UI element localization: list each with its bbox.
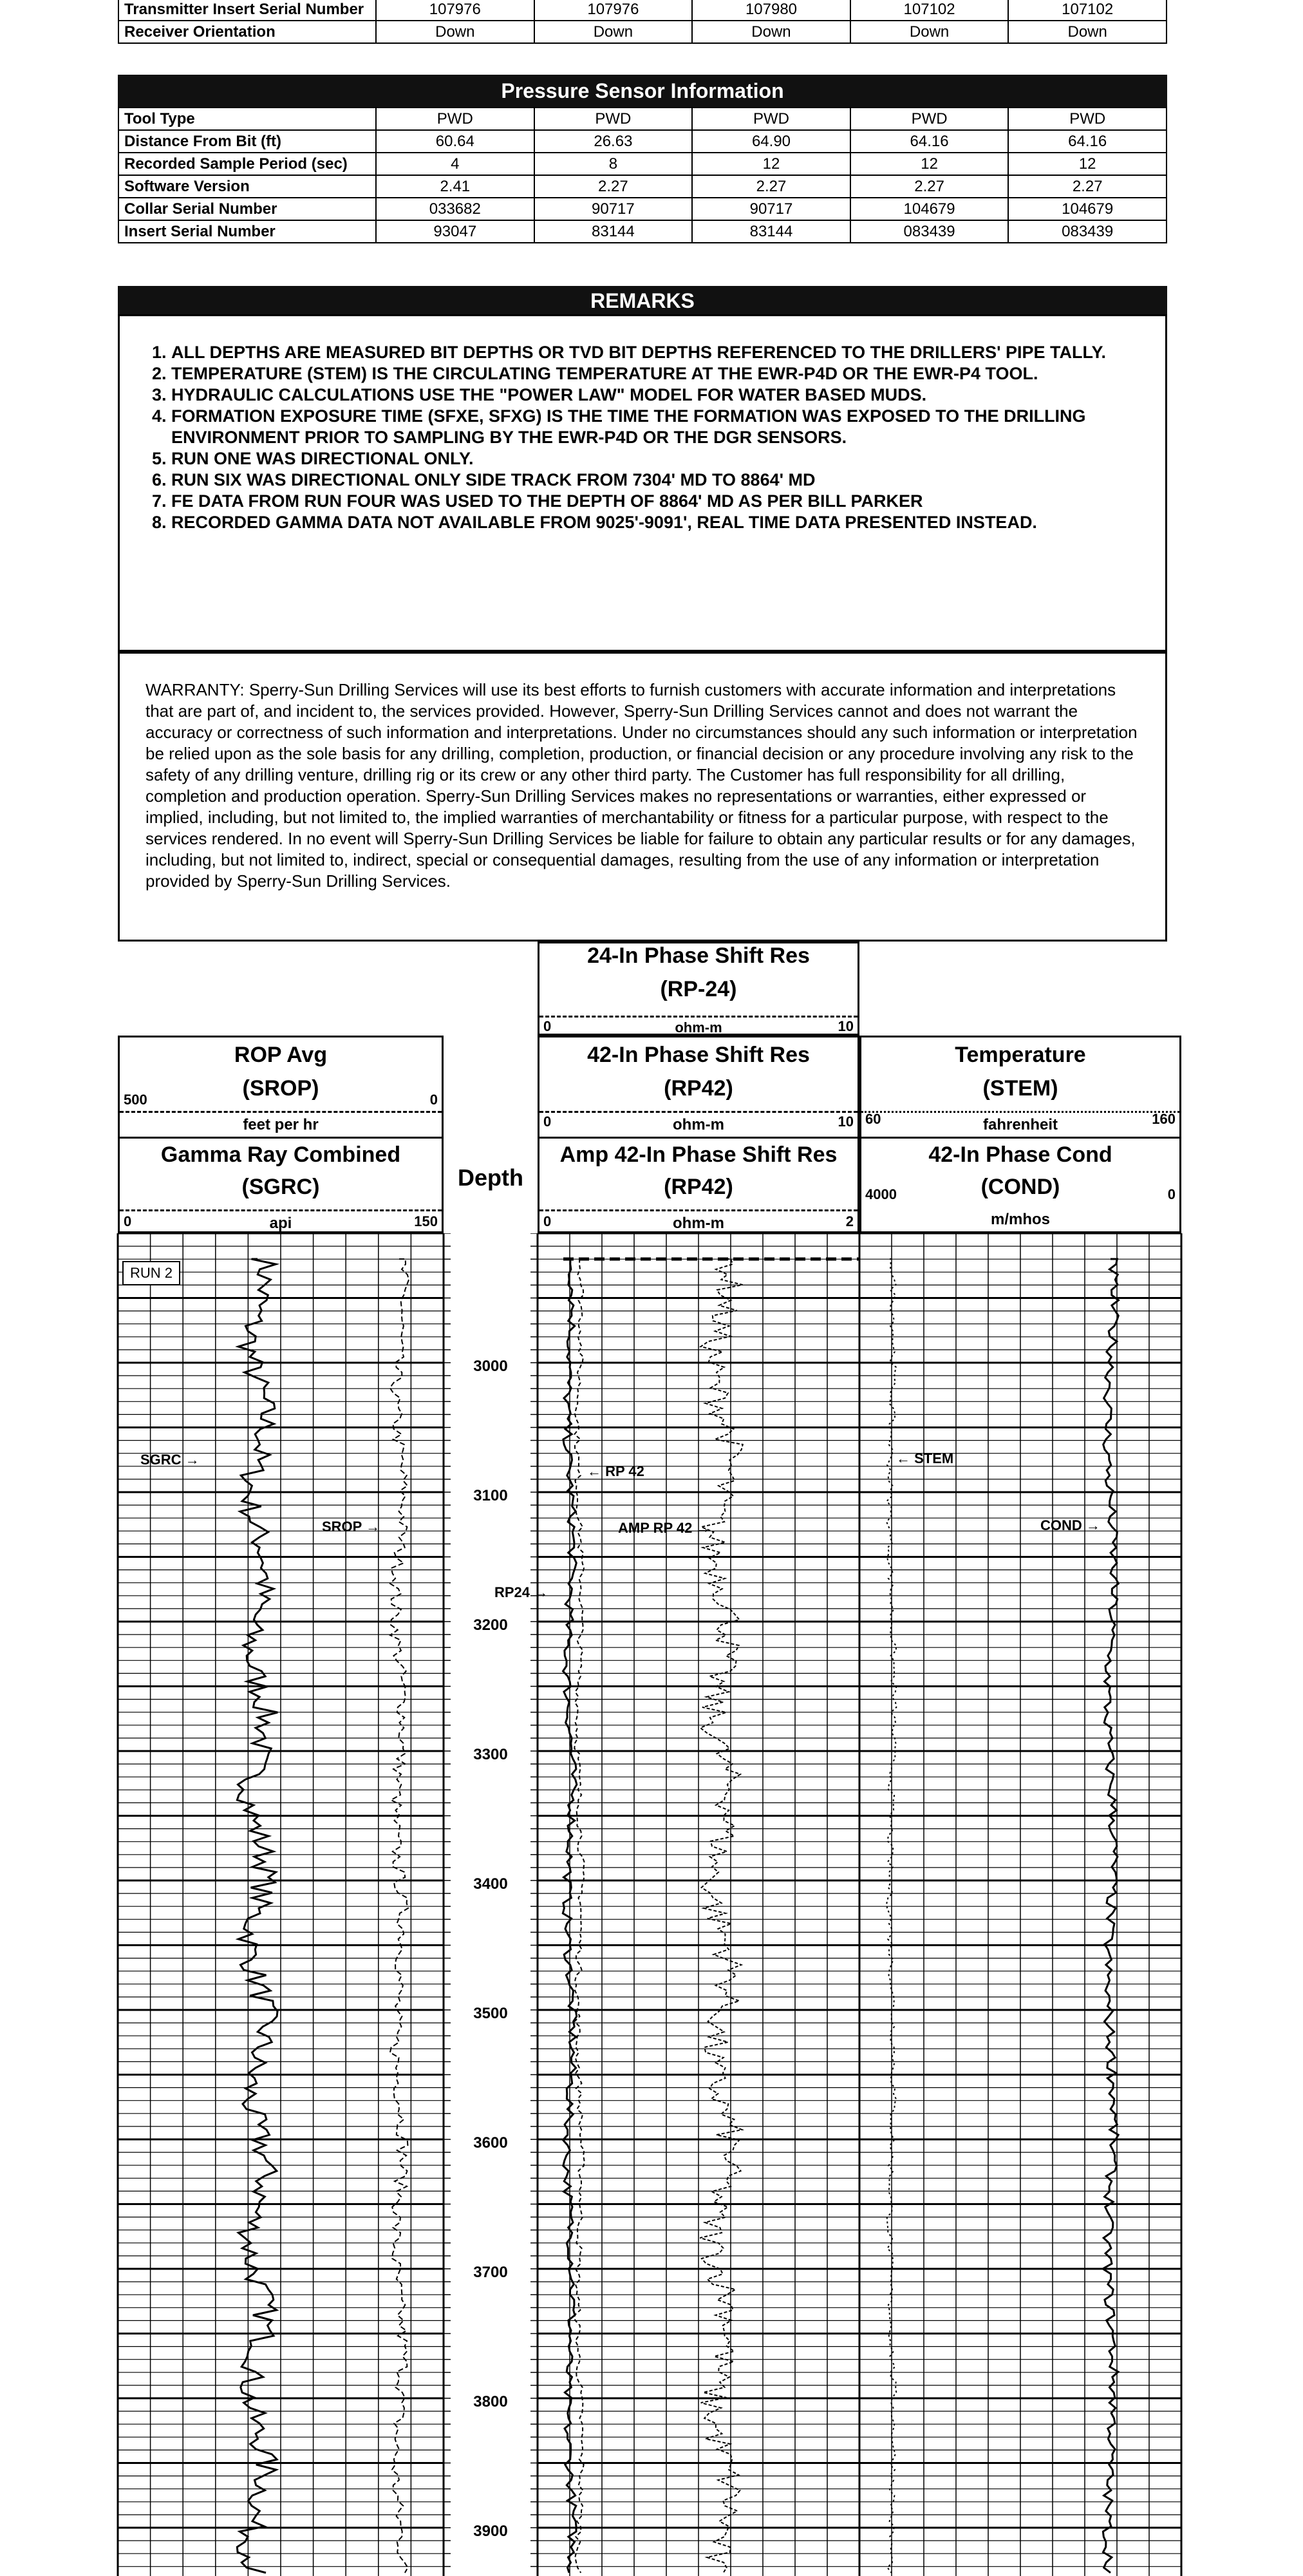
scale-max: 160: [1152, 1111, 1176, 1127]
header-cond: [859, 1137, 1181, 1233]
header-stem-title: Temperature: [955, 1043, 1086, 1067]
cell: 2.27: [692, 175, 850, 198]
depth-mark: 3100: [473, 1487, 508, 1504]
curve-amp: [700, 1259, 743, 2573]
depth-mark: 3500: [473, 2005, 508, 2022]
header-cond-title: 42-In Phase Cond: [928, 1142, 1112, 1167]
cell: 2.41: [376, 175, 534, 198]
cell: 104679: [850, 198, 1009, 220]
header-sgrc: [118, 1137, 444, 1233]
remark-item: 3. HYDRAULIC CALCULATIONS USE THE "POWER LAW" MODEL FOR WATER BASED MUDS.: [171, 384, 1152, 406]
header-rop: [118, 1036, 444, 1139]
remark-item: 6. RUN SIX WAS DIRECTIONAL ONLY SIDE TRACK FROM 7304' MD TO 8864' MD: [171, 469, 1152, 491]
scale-max: 0: [429, 1092, 438, 1108]
cell: 64.16: [850, 130, 1009, 153]
header-amp: [538, 1137, 859, 1233]
table-row: [118, 175, 1167, 198]
cell: 12: [1008, 153, 1167, 175]
remarks-banner: REMARKS: [118, 286, 1167, 316]
header-sgrc-mnemonic: (SGRC): [241, 1175, 320, 1199]
scale-min: 0: [543, 1213, 552, 1229]
curve-label-rp24: RP24 →: [494, 1584, 548, 1600]
table-row: [118, 21, 1167, 43]
scale-line: [539, 1016, 858, 1018]
scale-line: [861, 1111, 1179, 1113]
scale-max: 10: [838, 1113, 854, 1130]
cell: 83144: [692, 220, 850, 243]
cell: 60.64: [376, 130, 534, 153]
cell: 4: [376, 153, 534, 175]
curve-label-amp: AMP RP 42 →: [618, 1520, 711, 1536]
scale-min: 500: [124, 1092, 147, 1108]
row-label: Insert Serial Number: [118, 220, 376, 243]
curve-label-srop: SROP →: [322, 1519, 380, 1535]
cell: PWD: [376, 108, 534, 130]
cell: PWD: [1008, 108, 1167, 130]
cell: 93047: [376, 220, 534, 243]
header-rop-mnemonic: (SROP): [242, 1076, 319, 1101]
scale-unit: m/mhos: [990, 1211, 1050, 1228]
table-row: [118, 153, 1167, 175]
curve-srop: [390, 1259, 409, 2573]
depth-mark: 3400: [473, 1875, 508, 1893]
depth-mark: 3300: [473, 1746, 508, 1763]
scale-unit: ohm-m: [675, 1019, 722, 1036]
header-rp42: [538, 1036, 859, 1139]
scale-line: [539, 1111, 858, 1113]
cell: 2.27: [850, 175, 1009, 198]
depth-mark: 3800: [473, 2393, 508, 2410]
transmitter-table: [118, 0, 1167, 44]
cell: 8: [534, 153, 693, 175]
row-label: Transmitter Insert Serial Number: [118, 0, 376, 21]
scale-unit: feet per hr: [243, 1116, 319, 1133]
warranty-box: [118, 652, 1167, 942]
cell: 90717: [692, 198, 850, 220]
scale-max: 10: [838, 1018, 854, 1034]
cell: 083439: [1008, 220, 1167, 243]
remark-item: 1. ALL DEPTHS ARE MEASURED BIT DEPTHS OR TVD BIT DEPTHS REFERENCED TO THE DRILLERS' PIPE TALLY.: [171, 342, 1152, 363]
cell: 12: [850, 153, 1009, 175]
scale-line: [120, 1111, 442, 1113]
cell: 107980: [692, 0, 850, 21]
remark-item: 4. FORMATION EXPOSURE TIME (SFXE, SFXG) IS THE TIME THE FORMATION WAS EXPOSED TO THE DRILLING ENVIRONMENT PRIOR TO SAMPLING BY THE EWR-P4D OR THE DGR SENSORS.: [171, 406, 1152, 448]
cell: 107102: [1008, 0, 1167, 21]
cell: 033682: [376, 198, 534, 220]
pressure-banner: Pressure Sensor Information: [118, 75, 1167, 107]
scale-min: 60: [865, 1111, 881, 1127]
table-row: [118, 130, 1167, 153]
cell: 104679: [1008, 198, 1167, 220]
header-amp-mnemonic: (RP42): [664, 1175, 733, 1199]
remark-item: 2. TEMPERATURE (STEM) IS THE CIRCULATING TEMPERATURE AT THE EWR-P4D OR THE EWR-P4 TOOL.: [171, 363, 1152, 384]
header-stem-mnemonic: (STEM): [982, 1076, 1058, 1101]
remark-item: 8. RECORDED GAMMA DATA NOT AVAILABLE FROM 9025'-9091', REAL TIME DATA PRESENTED INSTEAD.: [171, 512, 1152, 533]
curve-label-stem: ← STEM: [896, 1450, 954, 1466]
header-rp42-mnemonic: (RP42): [664, 1076, 733, 1101]
curve-label-sgrc: SGRC →: [140, 1452, 200, 1468]
depth-mark: 3700: [473, 2264, 508, 2281]
header-rp42-title: 42-In Phase Shift Res: [587, 1043, 810, 1067]
cell: 107976: [376, 0, 534, 21]
cell: Down: [1008, 21, 1167, 43]
cell: PWD: [850, 108, 1009, 130]
cell: 90717: [534, 198, 693, 220]
remarks-list: [133, 342, 1152, 533]
cell: Down: [376, 21, 534, 43]
remark-item: 7. FE DATA FROM RUN FOUR WAS USED TO THE DEPTH OF 8864' MD AS PER BILL PARKER: [171, 491, 1152, 512]
header-sgrc-title: Gamma Ray Combined: [160, 1142, 401, 1167]
scale-unit: ohm-m: [673, 1116, 724, 1133]
warranty-text: WARRANTY: Sperry-Sun Drilling Services will use its best efforts to furnish customers with accurate information and interpretations that are part of, and incident to, the services provided. However, Sperry-Sun Drilling Services cannot and does not warrant the accuracy or correctness of such information and interpretations. Under no circumstances should any such information or interpretation be relied upon as the sole basis for any drilling, completion, production, or financial decision or any procedure involving any risk to the safety of any drilling venture, drilling rig or its crew or any other third party. The Customer has full responsibility for all drilling, completion and production operation. Sperry-Sun Drilling Services makes no representations or warranties, either expressed or implied, including, but not limited to, the implied warranties of merchantability or fitness for a particular purpose, with respect to the services rendered. In no event will Sperry-Sun Drilling Services be liable for failure to obtain any particular results or for any damages, including, but not limited to, indirect, special or consequential damages, resulting from the use of any information or interpretation provided by Sperry-Sun Drilling Services.: [145, 680, 1138, 891]
cell: 2.27: [1008, 175, 1167, 198]
scale-line: [539, 1209, 858, 1211]
remark-item: 5. RUN ONE WAS DIRECTIONAL ONLY.: [171, 448, 1152, 469]
scale-unit: fahrenheit: [982, 1116, 1058, 1133]
scale-unit: ohm-m: [673, 1215, 724, 1232]
cell: PWD: [692, 108, 850, 130]
row-label: Software Version: [118, 175, 376, 198]
depth-mark: 3000: [473, 1358, 508, 1375]
depth-header: Depth: [458, 1164, 523, 1191]
remarks-box: [118, 314, 1167, 652]
cell: 2.27: [534, 175, 693, 198]
depth-mark: 3200: [473, 1616, 508, 1634]
header-rp24-title: 24-In Phase Shift Res: [587, 943, 810, 968]
cell: 107976: [534, 0, 693, 21]
header-rop-title: ROP Avg: [234, 1043, 328, 1067]
cell: PWD: [534, 108, 693, 130]
row-label: Collar Serial Number: [118, 198, 376, 220]
curve-rp24: [574, 1259, 584, 2573]
table-row: [118, 220, 1167, 243]
row-label: Distance From Bit (ft): [118, 130, 376, 153]
scale-min: 4000: [865, 1186, 897, 1202]
cell: Down: [534, 21, 693, 43]
table-row: [118, 108, 1167, 130]
table-row: [118, 0, 1167, 21]
cell: 083439: [850, 220, 1009, 243]
cell: 83144: [534, 220, 693, 243]
row-label: Tool Type: [118, 108, 376, 130]
row-label: Recorded Sample Period (sec): [118, 153, 376, 175]
cell: 107102: [850, 0, 1009, 21]
header-cond-mnemonic: (COND): [980, 1175, 1060, 1199]
scale-min: 0: [124, 1213, 132, 1229]
depth-mark: 3900: [473, 2523, 508, 2540]
curve-label-rp42: ← RP 42: [587, 1463, 644, 1479]
scale-min: 0: [543, 1113, 552, 1130]
table-row: [118, 198, 1167, 220]
log-chart: [0, 1233, 1303, 2576]
curve-sgrc: [237, 1259, 277, 2573]
scale-line: [120, 1209, 442, 1211]
scale-min: 0: [543, 1018, 552, 1034]
header-amp-title: Amp 42-In Phase Shift Res: [559, 1142, 838, 1167]
row-label: Receiver Orientation: [118, 21, 376, 43]
cell: 64.16: [1008, 130, 1167, 153]
pressure-table: [118, 107, 1167, 243]
curve-cond: [1103, 1259, 1118, 2573]
cell: Down: [850, 21, 1009, 43]
cell: 26.63: [534, 130, 693, 153]
header-rp24-mnemonic: (RP-24): [660, 977, 737, 1001]
cell: 12: [692, 153, 850, 175]
scale-max: 0: [1167, 1186, 1176, 1202]
header-stem: [859, 1036, 1181, 1139]
curve-label-cond: COND →: [1040, 1517, 1100, 1533]
cell: 64.90: [692, 130, 850, 153]
cell: Down: [692, 21, 850, 43]
depth-mark: 3600: [473, 2134, 508, 2152]
scale-unit: api: [269, 1215, 292, 1232]
scale-max: 2: [845, 1213, 854, 1229]
run-label: RUN 2: [122, 1261, 180, 1285]
header-rp24: [538, 942, 859, 1036]
scale-max: 150: [414, 1213, 438, 1229]
